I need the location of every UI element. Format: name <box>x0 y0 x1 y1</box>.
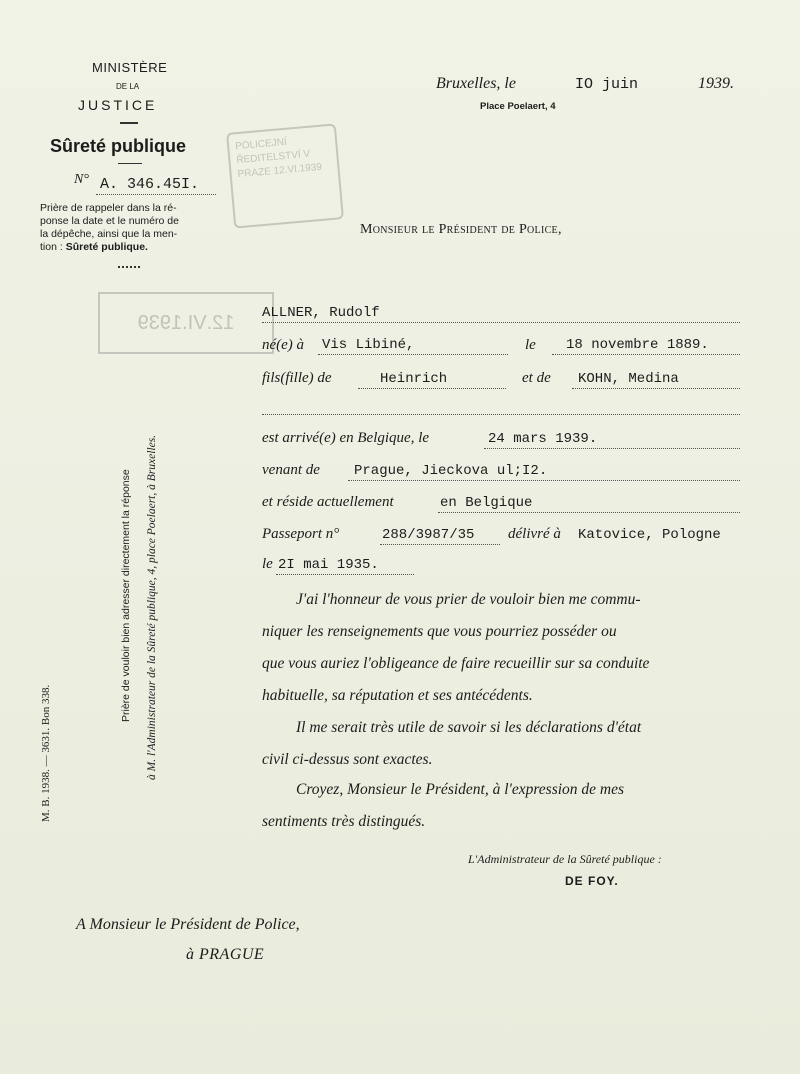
residence-line <box>438 512 740 513</box>
signature-name: DE FOY. <box>565 874 619 888</box>
instruction-mention: tion : <box>40 241 63 253</box>
surete-title: Sûreté publique <box>50 136 187 156</box>
passport-line <box>380 544 500 545</box>
divider-line <box>118 163 142 164</box>
residence: en Belgique <box>440 495 533 511</box>
margin-print-info: M. B. 1938. — 3631. Bon 338. <box>40 684 52 822</box>
passport-number: 288/3987/35 <box>382 527 475 543</box>
office-address: Place Poelaert, 4 <box>480 101 556 112</box>
instruction-line-4 <box>40 241 148 253</box>
issued-label: délivré à <box>508 526 561 542</box>
name-line <box>262 322 740 323</box>
file-number-line <box>96 194 216 195</box>
instruction-line-1: Prière de rappeler dans la ré- <box>40 202 177 214</box>
letter-year: 1939. <box>698 75 734 92</box>
margin-reply-note-2: à M. l'Administrateur de la Sûreté publique, 4, place Poelaert, à Bruxelles. <box>146 434 158 780</box>
instruction-line-2: ponse la date et le numéro de <box>40 215 179 227</box>
recipient-title: Monsieur le Président de Police, <box>360 222 562 237</box>
born-label: né(e) à <box>262 337 305 353</box>
arrived-label: est arrivé(e) en Belgique, le <box>262 430 430 446</box>
arrival-date: 24 mars 1939. <box>488 431 598 447</box>
address-line-2: à PRAGUE <box>186 946 265 963</box>
body-p3-line1: Croyez, Monsieur le Président, à l'expression de mes <box>296 781 625 798</box>
father-name: Heinrich <box>380 371 448 387</box>
body-p1-line3: que vous auriez l'obligeance de faire recueillir sur sa conduite <box>262 655 650 672</box>
ornament-divider-small <box>118 266 140 268</box>
instruction-line-3: la dépêche, ainsi que la men- <box>40 228 178 240</box>
letter-date: IO juin <box>575 76 639 93</box>
body-p3-line2: sentiments très distingués. <box>262 813 426 830</box>
body-p1-line1: J'ai l'honneur de vous prier de vouloir bien me commu- <box>296 591 641 608</box>
birth-date-line <box>552 354 740 355</box>
city-label: Bruxelles, le <box>436 75 516 92</box>
son-label: fils(fille) de <box>262 370 332 386</box>
body-p2-line2: civil ci-dessus sont exactes. <box>262 751 433 768</box>
margin-reply-note-1: Prière de vouloir bien adresser directement la réponse <box>120 469 132 722</box>
faded-stamp-police: POLICEJNÍ ŘEDITELSTVÍ V PRAZE 12.VI.1939 <box>226 123 344 228</box>
body-p1-line2: niquer les renseignements que vous pourriez posséder ou <box>262 623 617 640</box>
mother-name: KOHN, Medina <box>578 371 679 387</box>
birthplace: Vis Libiné, <box>322 337 415 353</box>
arrival-line <box>484 448 740 449</box>
birthplace-line <box>318 354 508 355</box>
subject-name: ALLNER, Rudolf <box>262 305 380 321</box>
father-line <box>358 388 506 389</box>
justice-label: JUSTICE <box>78 97 158 113</box>
birth-date: 18 novembre 1889. <box>566 337 709 353</box>
signature-title: L'Administrateur de la Sûreté publique : <box>468 852 662 866</box>
from-label: venant de <box>262 462 320 478</box>
origin-line <box>348 480 740 481</box>
issued-date-line <box>276 574 414 575</box>
file-number: A. 346.45I. <box>100 176 200 193</box>
ministry-label: MINISTÈRE <box>92 60 168 75</box>
ornament-divider <box>120 122 138 124</box>
issued-place: Katovice, Pologne <box>578 527 721 543</box>
de-la-label: DE LA <box>116 82 140 91</box>
body-p1-line4: habituelle, sa réputation et ses antécédents. <box>262 687 533 704</box>
number-prefix: N° <box>74 172 89 187</box>
birth-le-label: le <box>525 337 536 353</box>
origin: Prague, Jieckova ul;I2. <box>354 463 548 479</box>
and-label: et de <box>522 370 551 386</box>
address-line-1: A Monsieur le Président de Police, <box>76 916 300 933</box>
instruction-bold: Sûreté publique. <box>65 241 148 253</box>
body-p2-line1: Il me serait très utile de savoir si les déclarations d'état <box>296 719 642 736</box>
issued-le-label: le <box>262 556 273 572</box>
faded-stamp-date: 12.VI.1939 <box>98 292 274 354</box>
issued-date: 2I mai 1935. <box>278 557 379 573</box>
resides-label: et réside actuellement <box>262 494 394 510</box>
mother-line <box>572 388 740 389</box>
blank-line <box>262 414 740 415</box>
passport-label: Passeport n° <box>262 526 340 542</box>
